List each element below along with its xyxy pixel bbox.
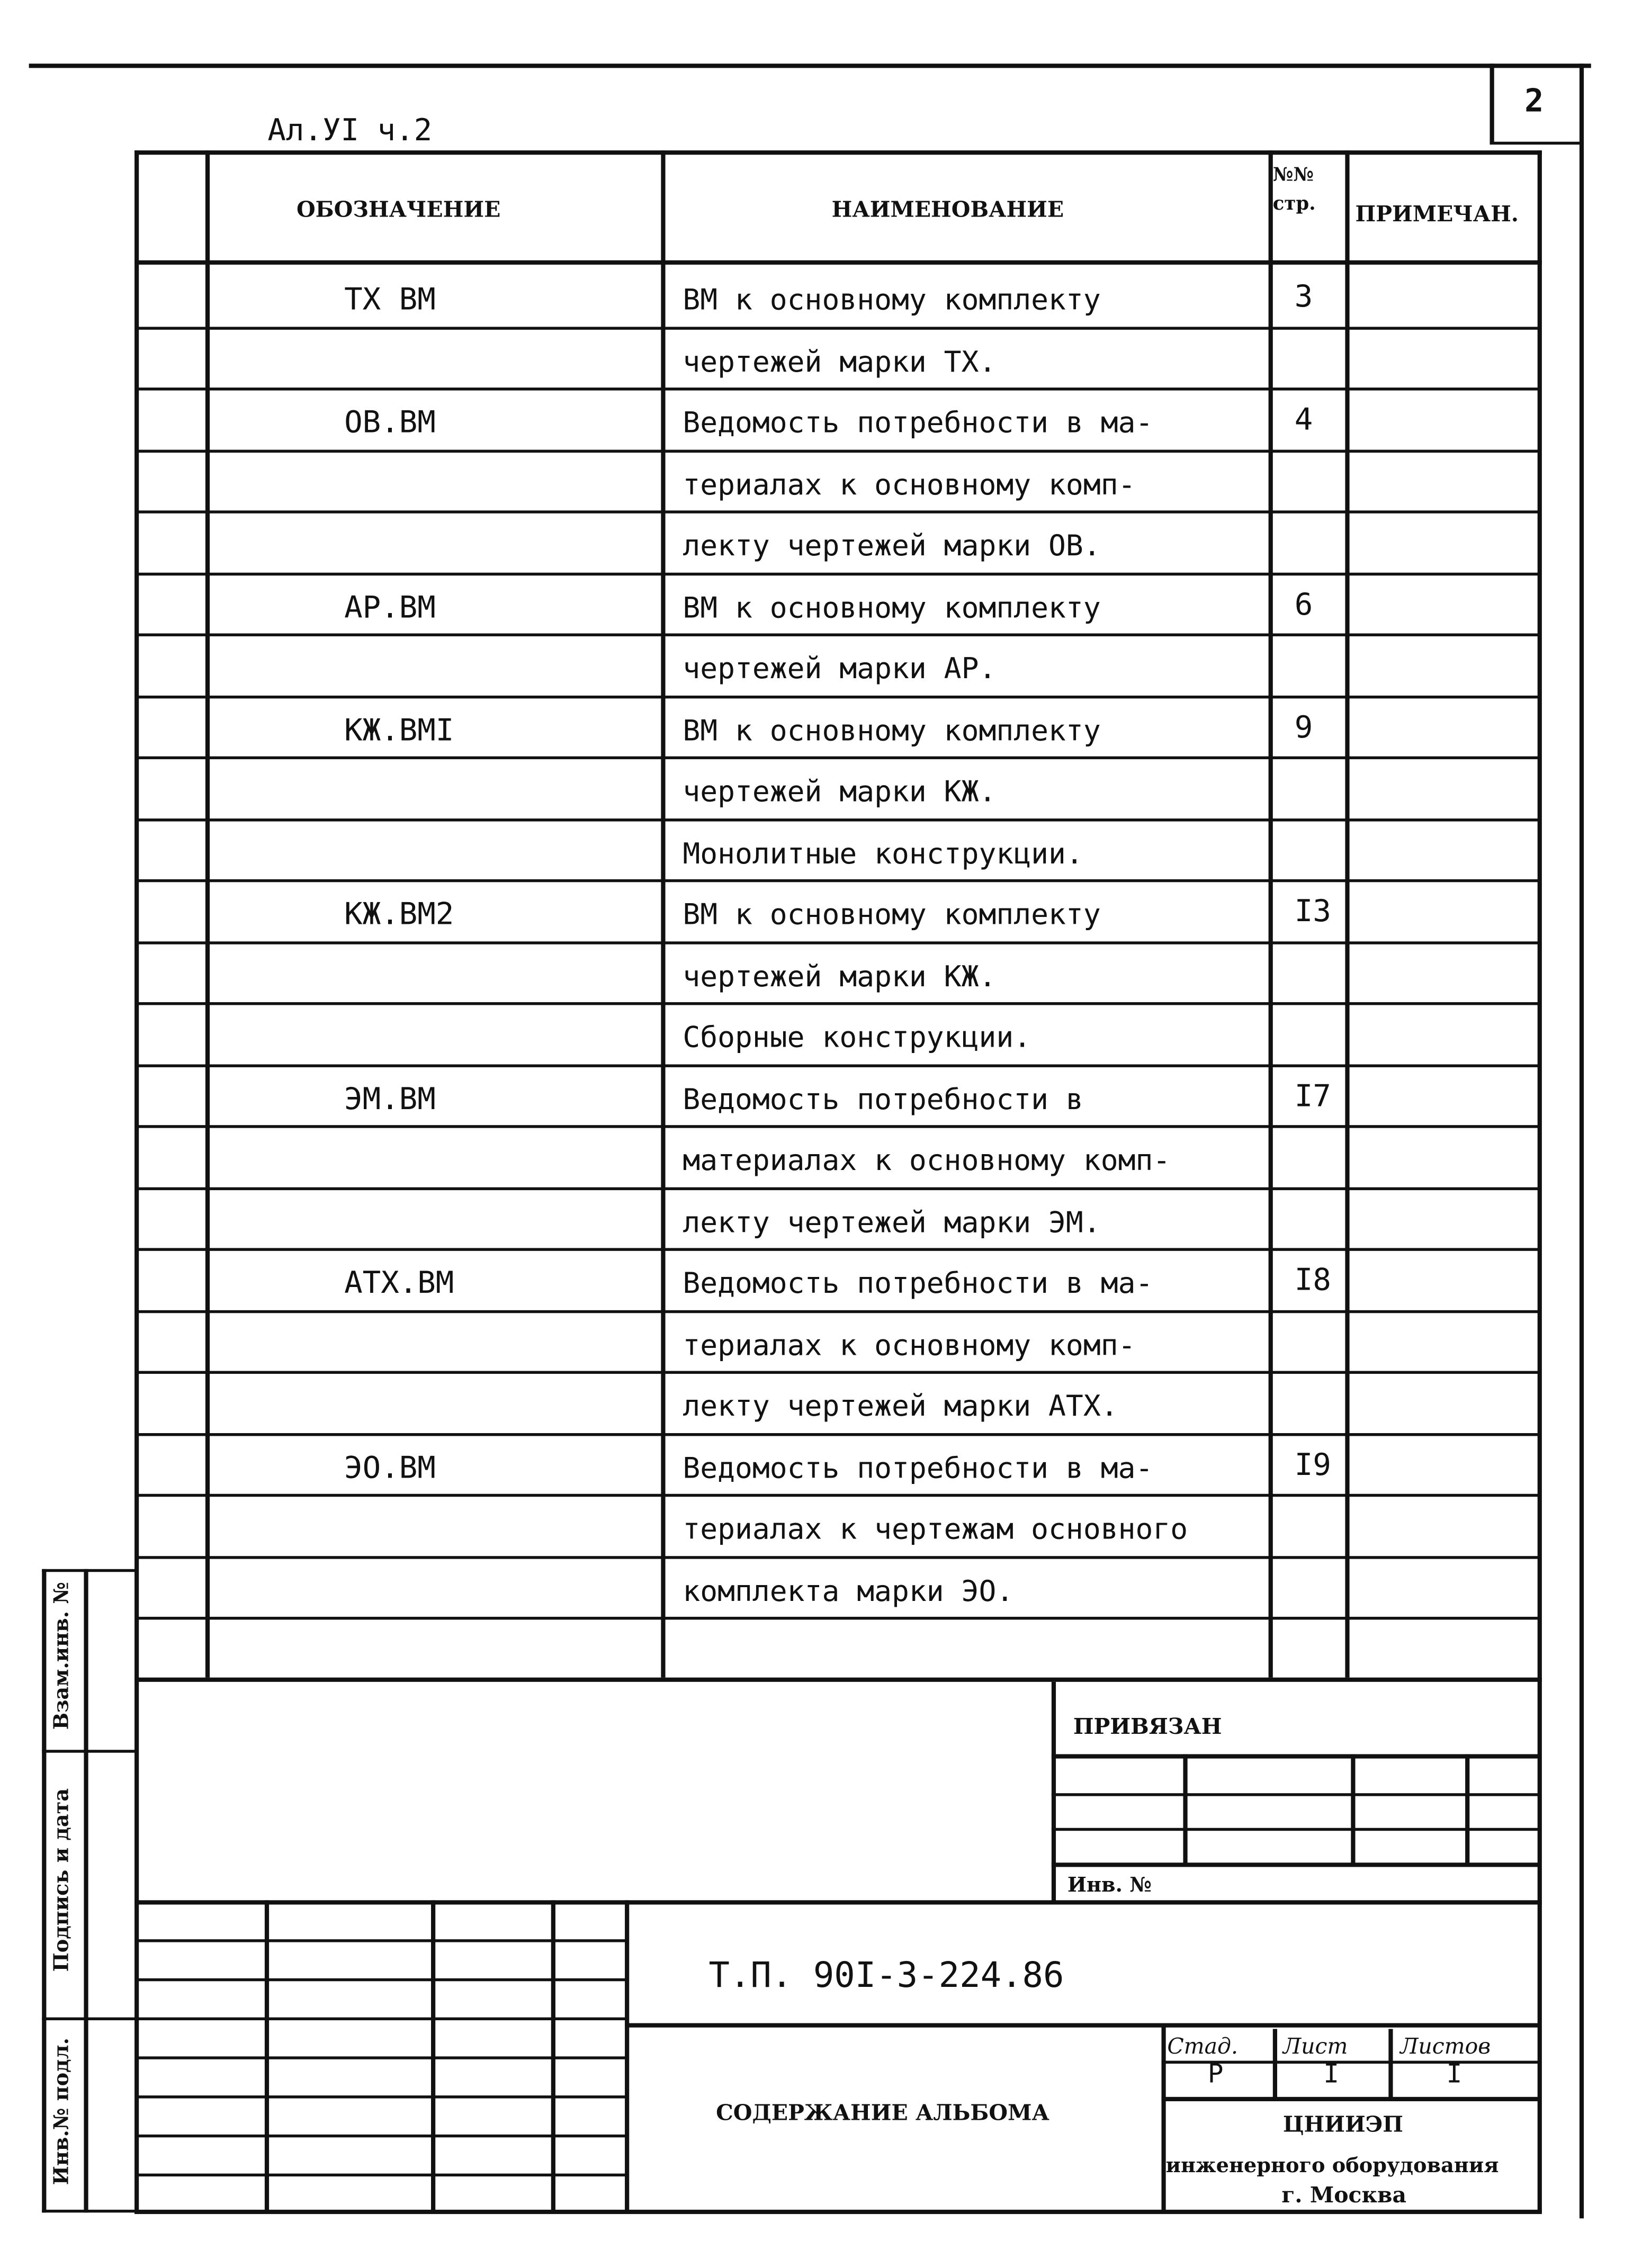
frame-right: [1580, 64, 1584, 2218]
entry-designation: КЖ.ВМ2: [344, 896, 454, 932]
entry-page: I7: [1294, 1078, 1331, 1113]
row-line: [138, 326, 1541, 329]
entry-name-line: ВМ к основному комплекту: [683, 282, 1101, 317]
col-line: [1269, 150, 1273, 1678]
row-line: [138, 510, 1541, 513]
entry-page: I3: [1294, 894, 1331, 929]
sheets-value: I: [1446, 2059, 1462, 2090]
side-line: [42, 2210, 137, 2212]
row-line: [138, 1433, 1541, 1435]
col-header-designation: ОБОЗНАЧЕНИЕ: [296, 196, 501, 223]
side-line: [42, 1750, 137, 1752]
entry-page: 4: [1294, 402, 1313, 437]
row-line: [138, 449, 1541, 452]
binding-col: [1183, 1754, 1187, 1864]
entry-designation: АТХ.ВМ: [344, 1265, 454, 1300]
row-line: [138, 572, 1541, 574]
row-line: [138, 1617, 1541, 1619]
project-code: Т.П. 90I-3-224.86: [708, 1955, 1064, 1996]
stage-label: Стад.: [1167, 2033, 1239, 2059]
sheet-label: Лист: [1282, 2033, 1348, 2059]
row-line: [138, 1371, 1541, 1374]
entry-name-line: ВМ к основному комплекту: [683, 589, 1101, 624]
stamp-col-line: [551, 1900, 555, 2212]
entry-name-line: чертежей марки АР.: [683, 651, 997, 686]
inv-label: Инв. №: [1067, 1874, 1152, 1897]
side-signature-label: Подпись и дата: [50, 1788, 74, 1972]
entry-name-line: Ведомость потребности в ма-: [683, 1450, 1153, 1484]
row-line: [138, 1555, 1541, 1558]
stamp-line: [1161, 2097, 1540, 2101]
side-original-label: Инв.№ подл.: [50, 2038, 74, 2185]
stamp-line: [625, 2023, 1540, 2028]
row-line: [138, 1186, 1541, 1189]
table-bottom: [134, 1678, 1542, 1682]
org-line2: инженерного оборудования: [1165, 2155, 1499, 2178]
entry-name-line: лекту чертежей марки ЭМ.: [683, 1204, 1101, 1239]
side-inner: [84, 1569, 88, 2213]
binding-left: [1052, 1682, 1056, 1902]
row-line: [138, 1248, 1541, 1250]
row-line: [138, 1494, 1541, 1497]
entry-designation: ЭМ.ВМ: [344, 1081, 436, 1116]
org-city: г. Москва: [1281, 2182, 1407, 2209]
row-line: [138, 879, 1541, 882]
org-name: ЦНИИЭП: [1282, 2111, 1403, 2138]
entry-name-line: териалах к чертежам основного: [683, 1511, 1188, 1546]
binding-col: [1465, 1754, 1469, 1864]
row-line: [138, 388, 1541, 390]
album-label: Ал.УI ч.2: [267, 113, 433, 148]
row-line: [138, 1064, 1541, 1066]
entry-designation: ОВ.ВМ: [344, 404, 436, 440]
entry-designation: ЭО.ВМ: [344, 1450, 436, 1484]
sheet-value: I: [1323, 2059, 1340, 2090]
binding-col: [1351, 1754, 1355, 1864]
stamp-col: [1161, 2023, 1165, 2213]
row-line: [138, 757, 1541, 759]
col-header-note: ПРИМЕЧАН.: [1355, 201, 1519, 227]
stamp-col-line: [265, 1900, 269, 2212]
stamp-col: [625, 1900, 629, 2212]
entry-name-line: лекту чертежей марки ОВ.: [683, 528, 1101, 563]
col-line: [1345, 150, 1349, 1678]
side-left: [42, 1569, 46, 2213]
stamp-top: [134, 1900, 1542, 1904]
entry-designation: АР.ВМ: [344, 589, 436, 624]
row-line: [138, 941, 1541, 943]
col-header-name: НАИМЕНОВАНИЕ: [831, 196, 1064, 223]
entry-name-line: чертежей марки КЖ.: [683, 958, 997, 993]
entry-name-line: чертежей марки КЖ.: [683, 773, 997, 808]
entry-designation: КЖ.ВМI: [344, 712, 454, 747]
row-line: [138, 1002, 1541, 1005]
entry-name-line: Сборные конструкции.: [683, 1019, 1031, 1055]
entry-page: I8: [1294, 1262, 1331, 1298]
entry-designation: ТХ ВМ: [344, 282, 436, 317]
col-header-page: №№ стр.: [1272, 165, 1316, 216]
row-line: [138, 633, 1541, 636]
frame-top: [29, 64, 1591, 68]
sheet-box-left: [1490, 64, 1494, 143]
stage-value: Р: [1207, 2059, 1224, 2090]
col-line: [661, 150, 665, 1678]
row-line: [138, 695, 1541, 698]
header-bottom: [134, 260, 1542, 265]
entry-name-line: Ведомость потребности в ма-: [683, 1265, 1153, 1300]
stamp-col-line: [431, 1900, 435, 2212]
entry-name-line: Монолитные конструкции.: [683, 835, 1083, 870]
entry-name-line: лекту чертежей марки АТХ.: [683, 1388, 1118, 1423]
entry-name-line: териалах к основному комп-: [683, 1327, 1136, 1362]
side-exchange-label: Взам.инв. №: [50, 1582, 74, 1730]
entry-name-line: териалах к основному комп-: [683, 466, 1136, 501]
row-line: [138, 1309, 1541, 1312]
entry-name-line: чертежей марки ТХ.: [683, 343, 997, 379]
sheet-box-bottom: [1490, 142, 1583, 145]
col-line: [205, 150, 210, 1678]
sheet-number: 2: [1524, 84, 1544, 120]
entry-name-line: материалах к основному комп-: [683, 1142, 1171, 1177]
album-title: СОДЕРЖАНИЕ АЛЬБОМА: [716, 2100, 1049, 2126]
entry-page: 3: [1294, 279, 1313, 314]
side-line: [42, 2018, 137, 2020]
stamp-bottom: [134, 2210, 1542, 2214]
row-line: [138, 1125, 1541, 1128]
binding-title: ПРИВЯЗАН: [1073, 1713, 1222, 1740]
entry-name-line: ВМ к основному комплекту: [683, 896, 1101, 932]
row-line: [138, 818, 1541, 821]
table-top: [134, 150, 1542, 155]
entry-page: 6: [1294, 586, 1313, 622]
entry-page: I9: [1294, 1446, 1331, 1482]
entry-name-line: Ведомость потребности в: [683, 1081, 1083, 1116]
entry-name-line: комплекта марки ЭО.: [683, 1572, 1014, 1608]
entry-name-line: Ведомость потребности в ма-: [683, 404, 1153, 440]
entry-page: 9: [1294, 709, 1313, 744]
entry-name-line: ВМ к основному комплекту: [683, 712, 1101, 747]
sheets-label: Листов: [1400, 2033, 1491, 2059]
